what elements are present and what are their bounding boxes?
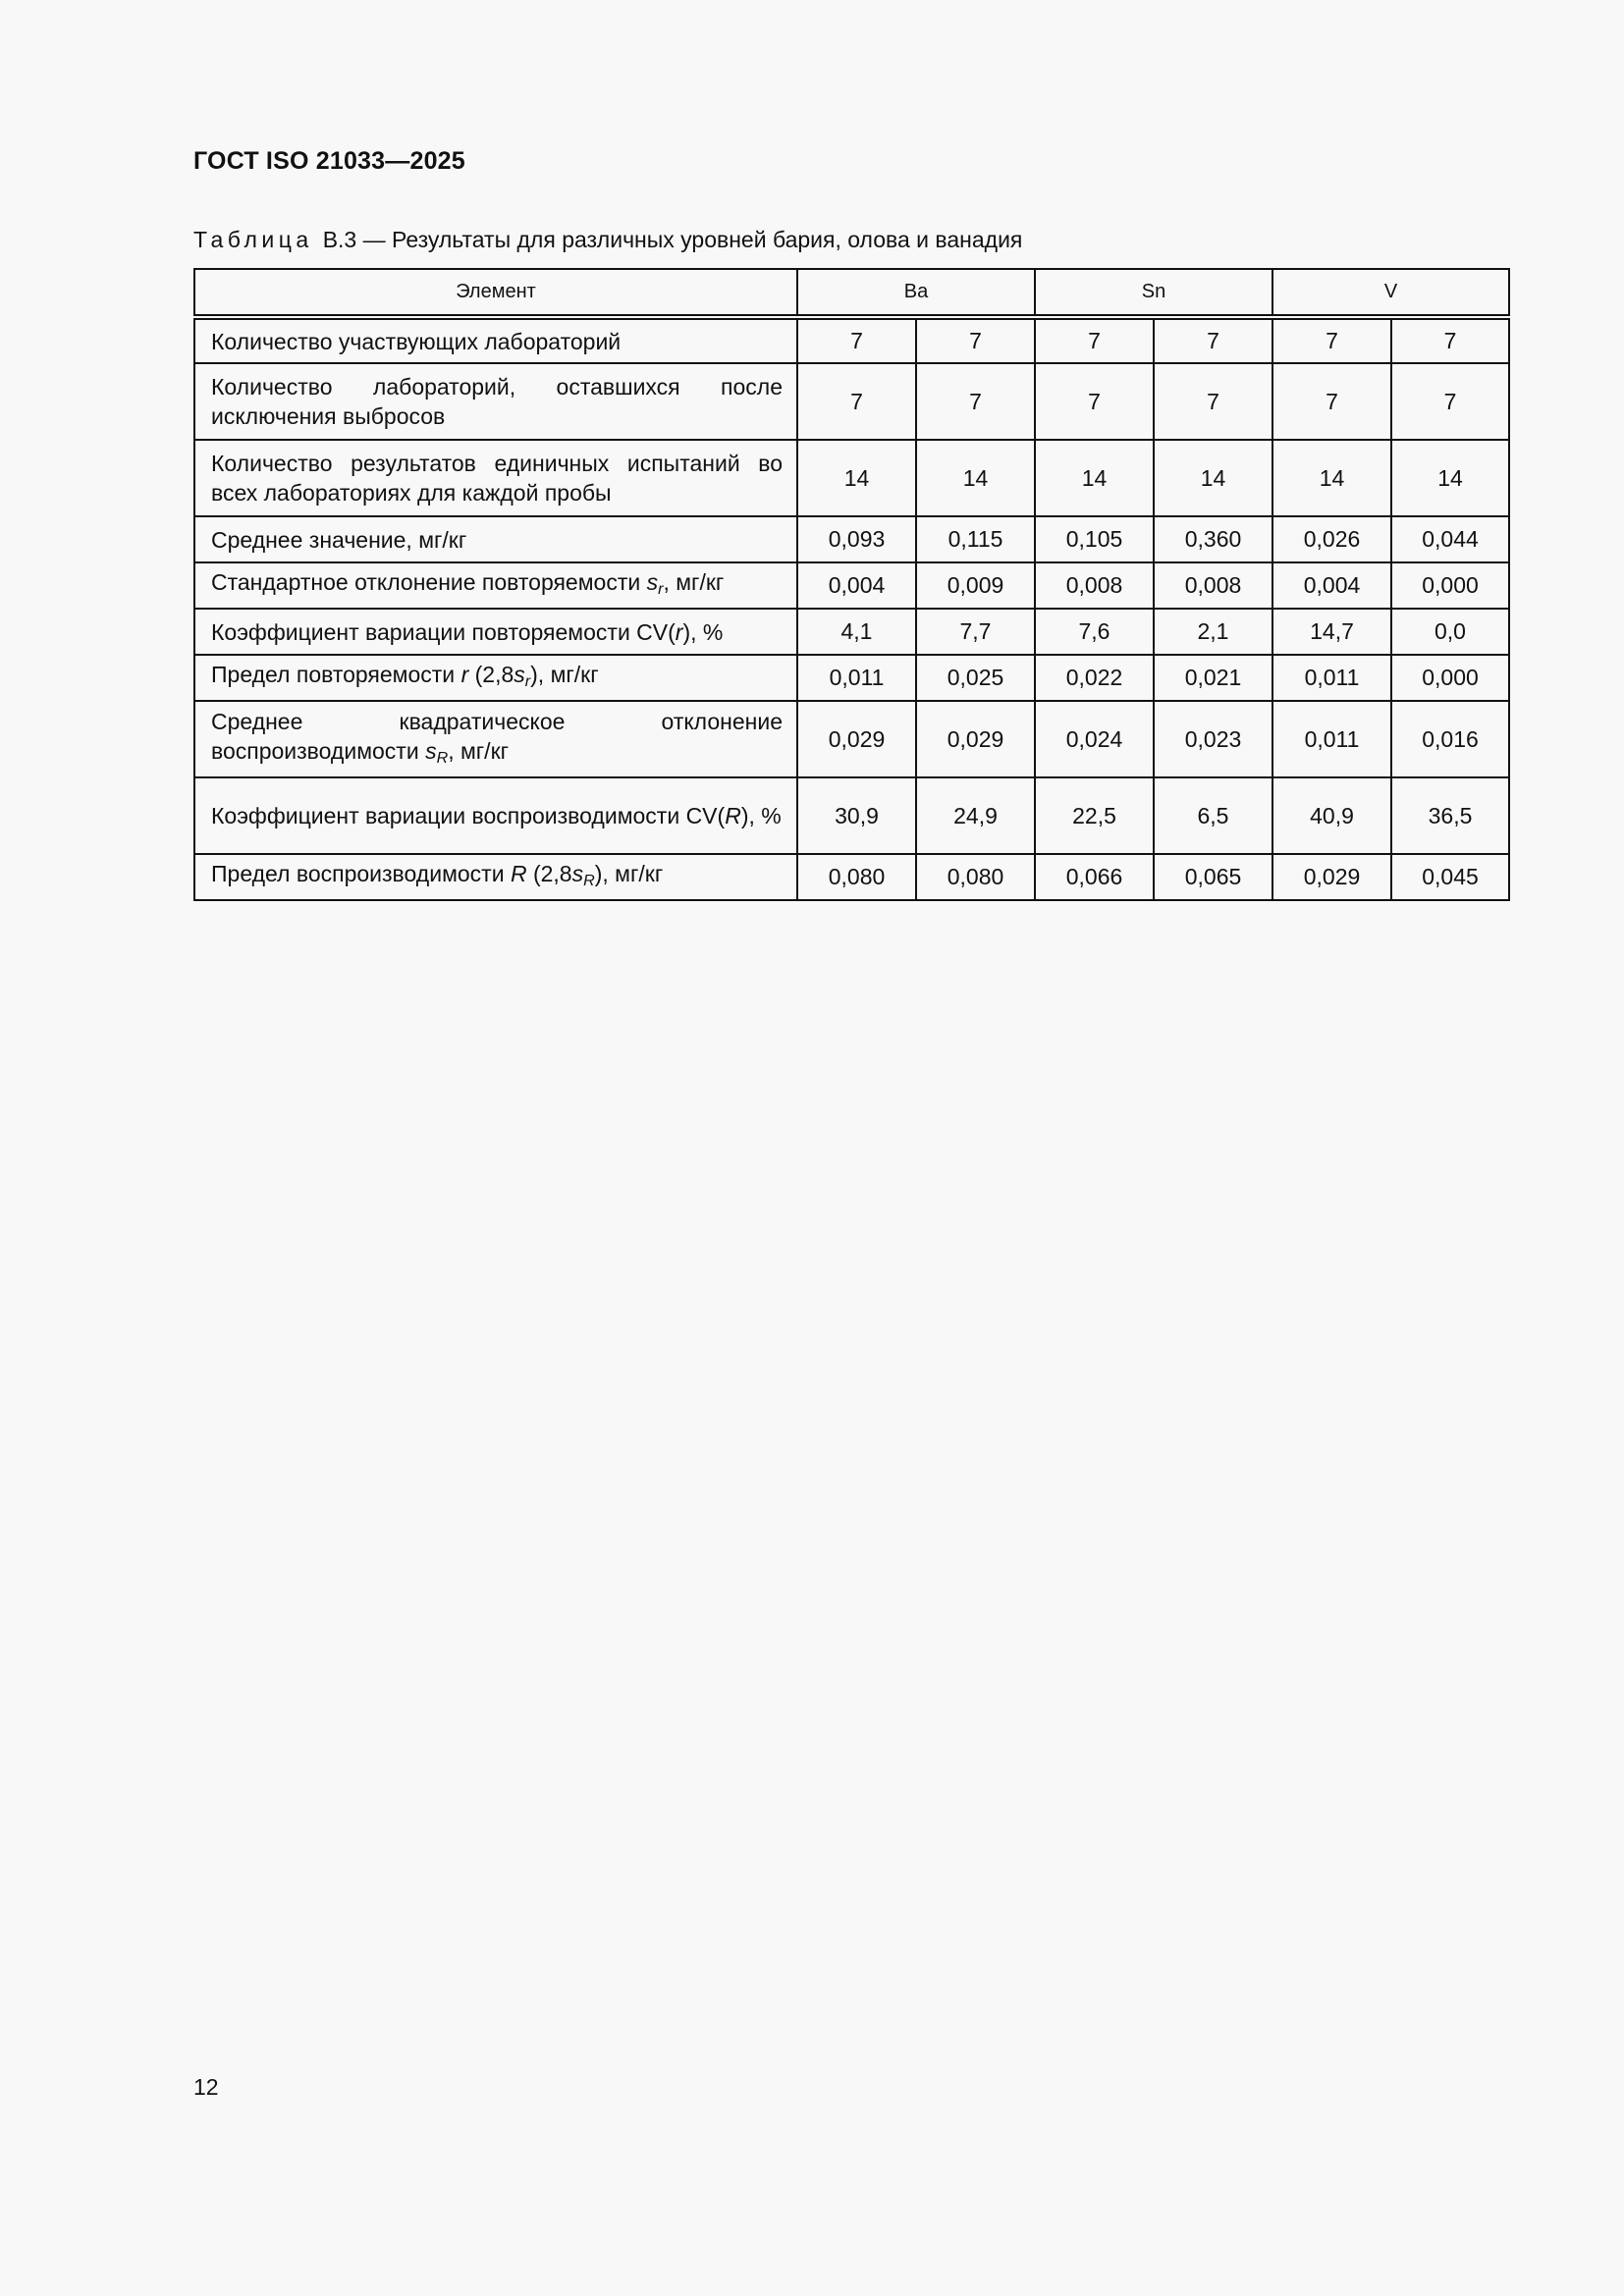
label-text: ), мг/кг — [594, 861, 664, 886]
table-cell: 0,065 — [1154, 854, 1272, 900]
table-cell: 0,093 — [797, 516, 916, 562]
table-row — [194, 317, 1509, 363]
table-cell: 14 — [1154, 440, 1272, 516]
label-subscript: R — [583, 872, 595, 889]
label-subscript: R — [436, 748, 449, 767]
table-cell: 14 — [797, 440, 916, 516]
label-subscript: r — [524, 672, 531, 690]
table-cell: 14 — [916, 440, 1035, 516]
label-text: Коэффициент вариации воспроизводимости CV( — [211, 803, 726, 828]
table-cell: 36,5 — [1391, 777, 1509, 854]
label-text: Стандартное отклонение повторяемости — [211, 569, 647, 595]
table-cell: 7 — [1391, 317, 1509, 363]
table-cell: 0,080 — [797, 854, 916, 900]
table-cell: 14 — [1035, 440, 1154, 516]
table-cell: 0,029 — [797, 701, 916, 777]
table-cell: 0,026 — [1272, 516, 1391, 562]
table-cell: 0,000 — [1391, 655, 1509, 701]
header-element: Элемент — [194, 269, 797, 317]
table-cell: 0,0 — [1391, 609, 1509, 655]
table-cell: 7 — [916, 317, 1035, 363]
table-cell: 0,023 — [1154, 701, 1272, 777]
table-cell: 0,011 — [797, 655, 916, 701]
label-text: ), % — [682, 618, 724, 645]
table-header-row — [194, 269, 1509, 317]
table-cell: 0,021 — [1154, 655, 1272, 701]
table-cell: 6,5 — [1154, 777, 1272, 854]
table-cell: 0,025 — [916, 655, 1035, 701]
label-text: (2,8 — [468, 662, 514, 687]
table-cell: 7 — [1035, 363, 1154, 440]
table-cell: 0,011 — [1272, 655, 1391, 701]
label-symbol: s — [425, 737, 437, 764]
table-row — [194, 854, 1509, 900]
table-cell: 40,9 — [1272, 777, 1391, 854]
row-label — [194, 609, 797, 655]
row-label — [194, 562, 797, 609]
label-text: , мг/кг — [663, 569, 725, 595]
table-cell: 7 — [1272, 317, 1391, 363]
table-cell: 14 — [1391, 440, 1509, 516]
label-symbol: s — [571, 861, 584, 886]
row-label: Среднее значение, мг/кг — [194, 516, 797, 562]
table-row — [194, 440, 1509, 516]
table-cell: 0,360 — [1154, 516, 1272, 562]
table-cell: 4,1 — [797, 609, 916, 655]
label-text: ), % — [740, 803, 782, 828]
label-text: Предел воспроизводимости — [211, 861, 511, 886]
row-label — [194, 854, 797, 900]
row-label — [194, 655, 797, 701]
table-cell: 7 — [1154, 363, 1272, 440]
label-text: Коэффициент вариации повторяемости CV( — [211, 618, 676, 645]
row-label — [194, 777, 797, 854]
table-cell: 0,016 — [1391, 701, 1509, 777]
table-cell: 30,9 — [797, 777, 916, 854]
label-subscript: r — [658, 580, 664, 598]
table-row — [194, 655, 1509, 701]
table-cell: 0,004 — [1272, 562, 1391, 609]
table-cell: 7 — [797, 363, 916, 440]
table-cell: 24,9 — [916, 777, 1035, 854]
row-label — [194, 701, 797, 777]
table-cell: 0,009 — [916, 562, 1035, 609]
table-cell: 7 — [1272, 363, 1391, 440]
table-row — [194, 609, 1509, 655]
table-cell: 0,008 — [1154, 562, 1272, 609]
label-text: , мг/кг — [448, 737, 510, 764]
table-cell: 0,029 — [1272, 854, 1391, 900]
label-text: Предел повторяемости — [211, 662, 461, 687]
table-row — [194, 701, 1509, 777]
page-number: 12 — [193, 2074, 219, 2100]
label-symbol: s — [646, 569, 659, 595]
table-cell: 0,000 — [1391, 562, 1509, 609]
label-symbol: r — [675, 618, 683, 645]
table-cell: 14,7 — [1272, 609, 1391, 655]
table-cell: 7 — [1391, 363, 1509, 440]
label-symbol: s — [514, 662, 525, 687]
table-cell: 7 — [797, 317, 916, 363]
table-cell: 7 — [1154, 317, 1272, 363]
table-cell: 7 — [916, 363, 1035, 440]
header-ba: Ba — [797, 269, 1035, 317]
document-header: ГОСТ ISO 21033—2025 — [193, 147, 465, 175]
table-cell: 2,1 — [1154, 609, 1272, 655]
table-cell: 7 — [1035, 317, 1154, 363]
table-row — [194, 363, 1509, 440]
table-cell: 0,066 — [1035, 854, 1154, 900]
table-caption-word: Таблица — [193, 227, 313, 252]
table-caption-text: B.3 — Результаты для различных уровней бария, олова и ванадия — [322, 227, 1023, 252]
table-cell: 0,008 — [1035, 562, 1154, 609]
row-label: Количество результатов единичных испытаний во всех лабораториях для каждой пробы — [194, 440, 797, 516]
table-cell: 0,024 — [1035, 701, 1154, 777]
table-row — [194, 516, 1509, 562]
row-label: Количество лабораторий, оставшихся после исключения выбросов — [194, 363, 797, 440]
header-sn: Sn — [1035, 269, 1272, 317]
table-cell: 0,004 — [797, 562, 916, 609]
label-text: ), мг/кг — [530, 662, 599, 687]
table-cell: 7,6 — [1035, 609, 1154, 655]
table-cell: 0,115 — [916, 516, 1035, 562]
table-cell: 0,044 — [1391, 516, 1509, 562]
label-text: Среднее квадратическое отклонение воспроизводимости — [211, 708, 783, 764]
label-symbol: R — [510, 861, 527, 886]
label-symbol: R — [725, 803, 741, 828]
table-cell: 7,7 — [916, 609, 1035, 655]
table-cell: 0,022 — [1035, 655, 1154, 701]
table-cell: 0,011 — [1272, 701, 1391, 777]
table-cell: 0,029 — [916, 701, 1035, 777]
header-v: V — [1272, 269, 1509, 317]
label-text: (2,8 — [526, 861, 572, 886]
table-row — [194, 562, 1509, 609]
results-table — [193, 268, 1510, 901]
table-caption — [193, 227, 1022, 253]
table-cell: 22,5 — [1035, 777, 1154, 854]
table-cell: 0,080 — [916, 854, 1035, 900]
table-cell: 0,045 — [1391, 854, 1509, 900]
table-row — [194, 777, 1509, 854]
label-symbol: r — [460, 662, 469, 687]
row-label: Количество участвующих лабораторий — [194, 317, 797, 363]
table-cell: 14 — [1272, 440, 1391, 516]
table-cell: 0,105 — [1035, 516, 1154, 562]
